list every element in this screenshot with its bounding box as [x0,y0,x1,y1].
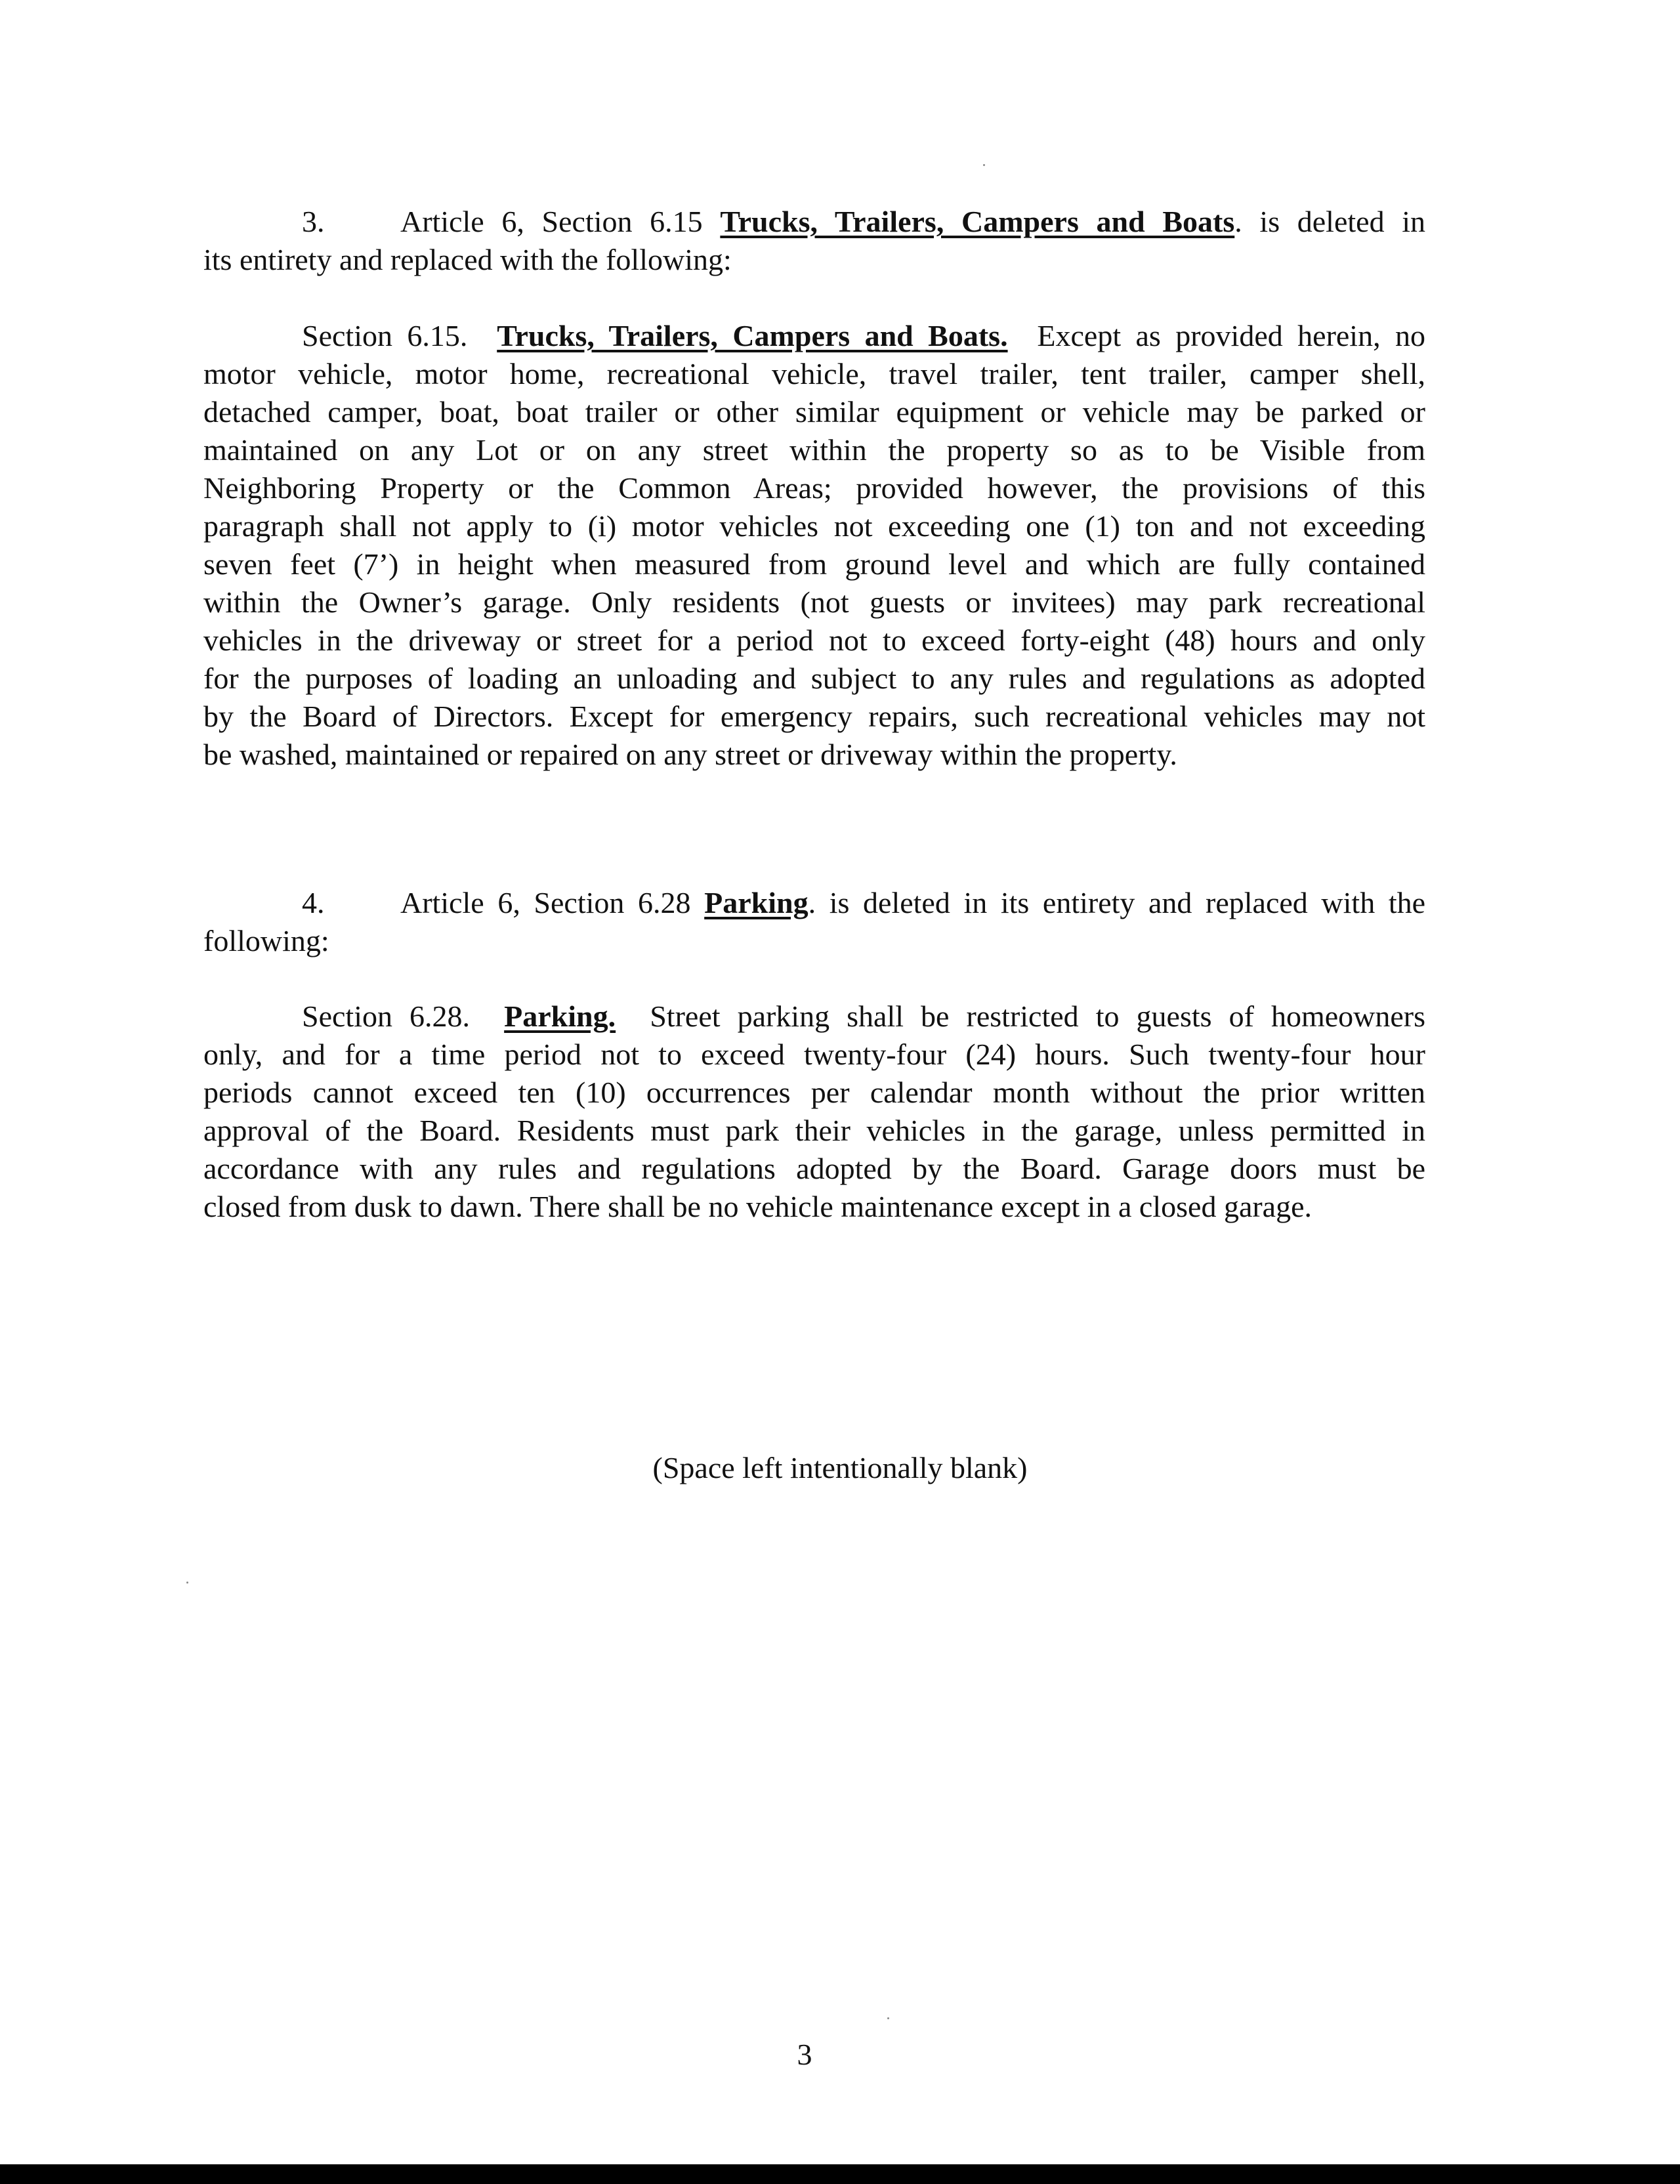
section-6-15-line-1 [203,317,1425,355]
item-4-intro-heading: Parking [704,886,808,919]
section-6-28 [203,998,1425,1226]
item-4-intro [203,884,1425,960]
section-6-28-label: Section 6.28. [302,999,471,1033]
section-6-28-line: approval of the Board. Residents must park their vehicles in the garage, unless permitted in [203,1114,1425,1147]
section-6-15 [203,317,1425,774]
page-number: 3 [797,2038,812,2071]
item-3-intro-post: . is deleted in [1234,205,1426,238]
section-6-28-line-1-tail: Street parking shall be restricted to guests of homeowners [650,999,1426,1033]
section-6-15-heading: Trucks, Trailers, Campers and Boats. [497,319,1008,352]
section-6-15-line: detached camper, boat, boat trailer or other similar equipment or vehicle may be parked or [203,395,1425,429]
scan-speck [887,2017,889,2019]
section-6-28-line: periods cannot exceed ten (10) occurrences per calendar month without the prior written [203,1076,1425,1109]
scan-speck [983,164,985,166]
item-4-intro-line-2: following: [203,924,329,957]
section-6-15-line: within the Owner’s garage. Only residents (not guests or invitees) may park recreational [203,585,1425,619]
section-6-15-line: maintained on any Lot or on any street within the property so as to be Visible from [203,433,1425,467]
section-6-15-line: seven feet (7’) in height when measured from ground level and which are fully contained [203,547,1425,581]
section-6-28-line-1 [203,998,1425,1036]
scan-border-bottom [0,2164,1680,2184]
section-6-15-line: vehicles in the driveway or street for a period not to exceed forty-eight (48) hours and only [203,623,1425,657]
section-6-15-line-1-tail: Except as provided herein, no [1037,319,1425,352]
item-4-intro-pre: Article 6, Section 6.28 [400,886,691,919]
section-6-28-line: closed from dusk to dawn. There shall be no vehicle maintenance except in a closed garage. [203,1190,1312,1223]
item-3-intro-line-1 [203,203,1425,241]
section-6-15-line: by the Board of Directors. Except for emergency repairs, such recreational vehicles may not [203,700,1425,733]
section-6-28-heading: Parking. [504,999,616,1033]
item-4-intro-line-1 [203,884,1425,922]
item-3-intro-pre: Article 6, Section 6.15 [400,205,703,238]
section-6-15-line: for the purposes of loading an unloading and subject to any rules and regulations as adopted [203,662,1425,695]
item-4-number: 4. [302,886,325,919]
item-3-number: 3. [302,205,325,238]
section-6-15-line: Neighboring Property or the Common Areas; provided however, the provisions of this [203,471,1425,505]
section-6-15-line: be washed, maintained or repaired on any street or driveway within the property. [203,738,1177,771]
section-6-15-line: motor vehicle, motor home, recreational vehicle, travel trailer, tent trailer, camper shell, [203,357,1425,390]
item-3-intro [203,203,1425,279]
section-6-15-label: Section 6.15. [302,319,468,352]
item-3-intro-line-2: its entirety and replaced with the following: [203,243,732,276]
item-4-intro-post: . is deleted in its entirety and replaced with the [808,886,1426,919]
section-6-15-line: paragraph shall not apply to (i) motor vehicles not exceeding one (1) ton and not exceeding [203,509,1425,543]
item-3-intro-heading: Trucks, Trailers, Campers and Boats [720,205,1235,238]
scan-speck [186,1582,188,1584]
section-6-28-line: accordance with any rules and regulations adopted by the Board. Garage doors must be [203,1152,1425,1185]
blank-space-note: (Space left intentionally blank) [652,1451,1028,1484]
section-6-28-line: only, and for a time period not to exceed twenty-four (24) hours. Such twenty-four hour [203,1038,1425,1071]
